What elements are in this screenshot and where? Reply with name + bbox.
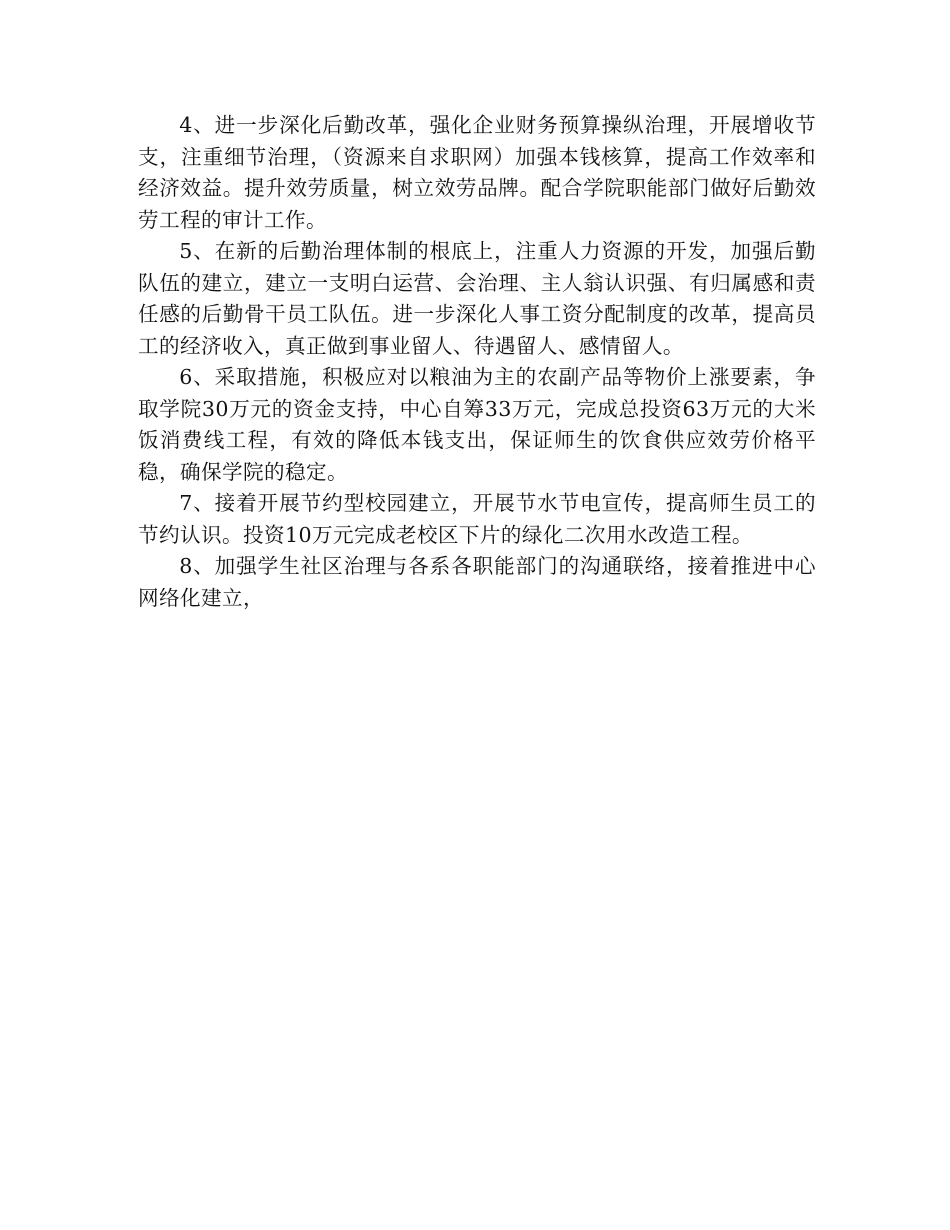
paragraph-item-8: 8、加强学生社区治理与各系各职能部门的沟通联络，接着推进中心网络化建立， — [138, 554, 816, 610]
paragraph-item-6: 6、采取措施，积极应对以粮油为主的农副产品等物价上涨要素，争取学院30万元的资金支持，中心自筹33万元，完成总投资63万元的大米饭消费线工程，有效的降低本钱支出，保证师生的饮食供应效劳价格平稳，确保学院的稳定。 — [138, 365, 816, 484]
paragraph-item-7: 7、接着开展节约型校园建立，开展节水节电宣传，提高师生员工的节约认识。投资10万元完成老校区下片的绿化二次用水改造工程。 — [138, 491, 816, 547]
document-body — [138, 110, 816, 614]
paragraph-item-4: 4、进一步深化后勤改革，强化企业财务预算操纵治理，开展增收节支，注重细节治理，（资源来自求职网）加强本钱核算，提高工作效率和经济效益。提升效劳质量，树立效劳品牌。配合学院职能部门做好后勤效劳工程的审计工作。 — [138, 113, 816, 232]
paragraph-item-5: 5、在新的后勤治理体制的根底上，注重人力资源的开发，加强后勤队伍的建立，建立一支明白运营、会治理、主人翁认识强、有归属感和责任感的后勤骨干员工队伍。进一步深化人事工资分配制度的改革，提高员工的经济收入，真正做到事业留人、待遇留人、感情留人。 — [138, 239, 816, 358]
